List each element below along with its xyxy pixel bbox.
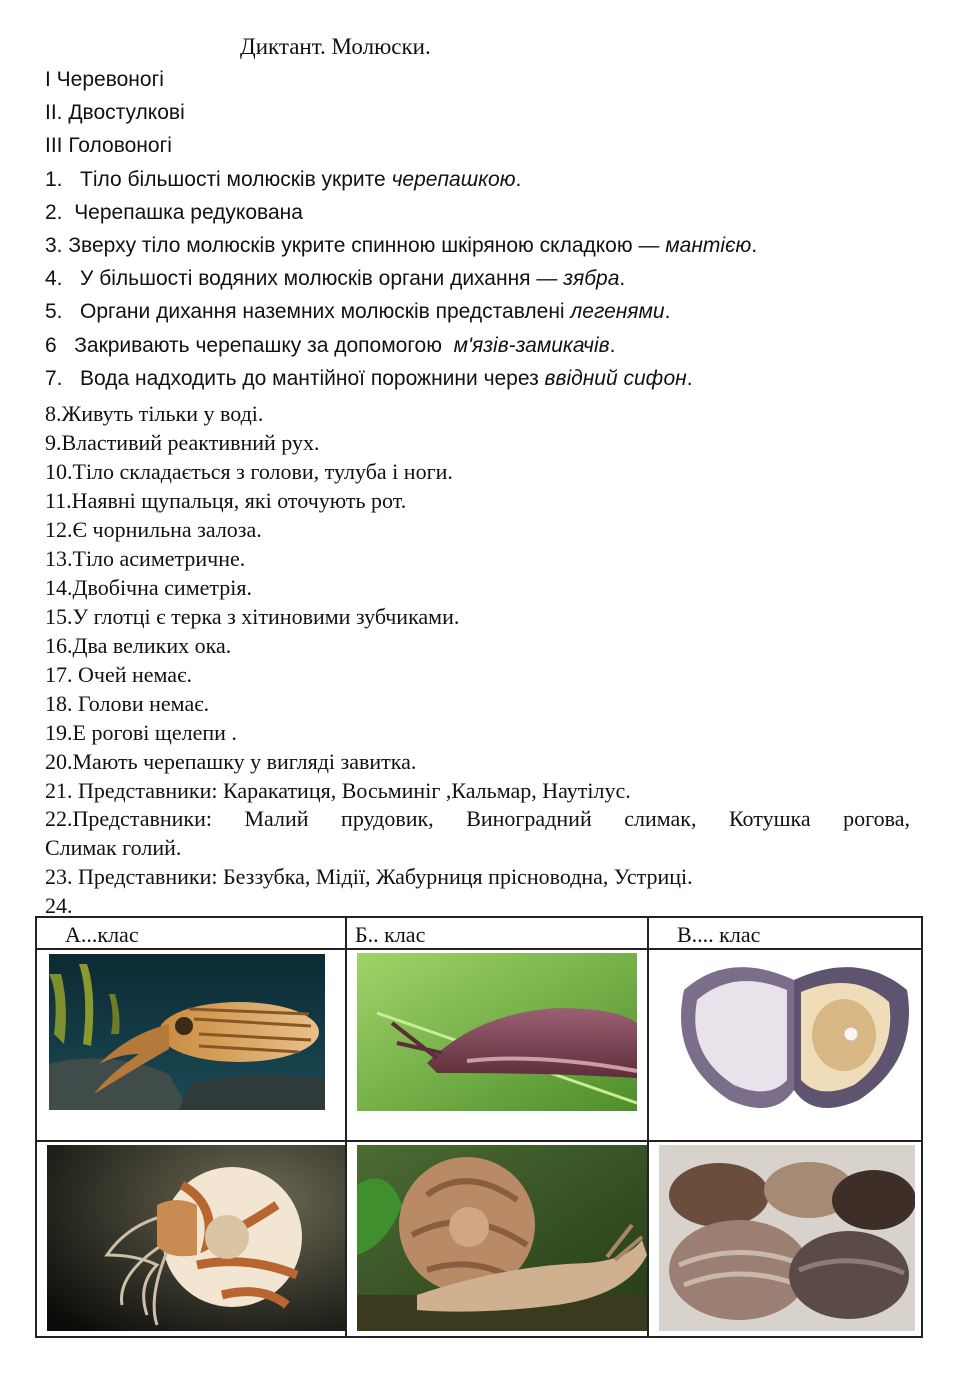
clams-image [659, 1145, 915, 1331]
statement-12: 12.Є чорнильна залоза. [45, 517, 262, 542]
statement-3: 3. Зверху тіло молюсків укрите спинною шкіряною складкою — мантією. [45, 234, 758, 257]
statement-18: 18. Голови немає. [45, 691, 210, 716]
statement-1: 1. Тіло більшості молюсків укрите черепашкою. [45, 168, 522, 191]
statement-2: 2. Черепашка редукована [45, 201, 303, 224]
slug-image [357, 953, 637, 1111]
statement-14: 14.Двобічна симетрія. [45, 575, 252, 600]
statement-17: 17. Очей немає. [45, 662, 193, 687]
statement-6: 6 Закривають черепашку за допомогою м'язів-замикачів. [45, 334, 616, 357]
statement-4: 4. У більшості водяних молюсків органи дихання — зябра. [45, 267, 626, 290]
statement-15: 15.У глотці є терка з хітиновими зубчиками. [45, 604, 460, 629]
statement-21: 21. Представники: Каракатиця, Восьминіг ,Кальмар, Наутілус. [45, 778, 631, 803]
statement-5: 5. Органи дихання наземних молюсків представлені легенями. [45, 300, 671, 323]
statement-8: 8.Живуть тільки у воді. [45, 401, 264, 426]
image-cell-clams [648, 1141, 922, 1337]
group-1: І Черевоногі [45, 68, 164, 91]
statement-20: 20.Мають черепашку у вигляді завитка. [45, 749, 417, 774]
statement-22-cont: Слимак голий. [45, 835, 182, 860]
nautilus-image [47, 1145, 345, 1331]
group-3: ІІІ Головоногі [45, 134, 172, 157]
statement-19: 19.Е рогові щелепи . [45, 720, 237, 745]
statement-13: 13.Тіло асиметричне. [45, 546, 246, 571]
statement-23: 23. Представники: Беззубка, Мідії, Жабурниця прісноводна, Устриці. [45, 864, 693, 889]
image-cell-nautilus [36, 1141, 346, 1337]
header-class-c: В.... клас [648, 917, 922, 949]
pearl-mussel-image [669, 950, 919, 1116]
statement-10: 10.Тіло складається з голови, тулуба і ноги. [45, 459, 453, 484]
image-cell-snail [346, 1141, 648, 1337]
image-cell-mussel [648, 949, 922, 1141]
statement-24: 24. [45, 893, 73, 918]
group-2: ІІ. Двостулкові [45, 101, 185, 124]
image-cell-slug [346, 949, 648, 1141]
image-cell-cuttlefish [36, 949, 346, 1141]
header-class-a: А...клас [36, 917, 346, 949]
statement-7: 7. Вода надходить до мантійної порожнини через ввідний сифон. [45, 367, 693, 390]
grape-snail-image [357, 1145, 647, 1331]
cuttlefish-image [49, 954, 325, 1110]
statement-16: 16.Два великих ока. [45, 633, 232, 658]
statement-9: 9.Властивий реактивний рух. [45, 430, 320, 455]
statement-11: 11.Наявні щупальця, які оточують рот. [45, 488, 407, 513]
page-title: Диктант. Молюски. [240, 34, 431, 59]
classes-table [35, 916, 923, 1338]
statement-22: 22.Представники: Малий прудовик, Виноградний слимак, Котушка рогова, [45, 806, 910, 831]
header-class-b: Б.. клас [346, 917, 648, 949]
